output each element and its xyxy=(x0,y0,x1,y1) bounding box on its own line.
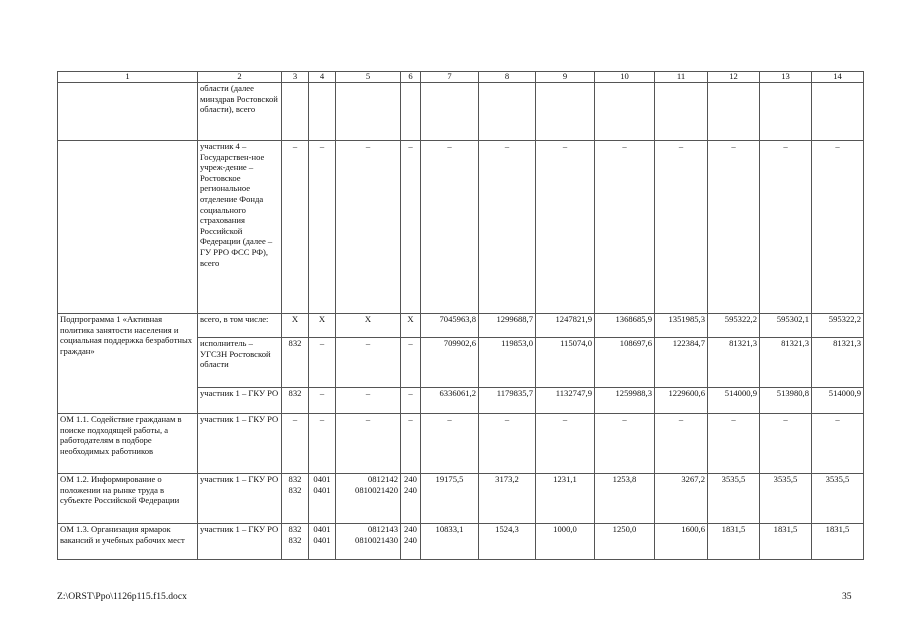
cell: 1247821,9 xyxy=(536,314,595,338)
cell xyxy=(58,141,198,314)
cell xyxy=(760,83,812,141)
table-row xyxy=(58,524,864,560)
cell: 595322,2 xyxy=(812,314,864,338)
cell: 3173,2 xyxy=(479,474,536,524)
col-header: 12 xyxy=(708,72,760,83)
cell: 832 832 xyxy=(282,524,309,560)
budget-table xyxy=(57,71,864,560)
cell: 1524,3 xyxy=(479,524,536,560)
cell: 1000,0 xyxy=(536,524,595,560)
cell: 1259988,3 xyxy=(595,388,655,414)
cell: 240 240 xyxy=(401,524,421,560)
cell: 108697,6 xyxy=(595,338,655,388)
cell: – xyxy=(595,141,655,314)
cell: – xyxy=(536,414,595,474)
col-header: 5 xyxy=(336,72,401,83)
cell: 81321,3 xyxy=(708,338,760,388)
cell: 514000,9 xyxy=(708,388,760,414)
cell: 3535,5 xyxy=(708,474,760,524)
cell: 0812143 0810021430 xyxy=(336,524,401,560)
cell: 0401 0401 xyxy=(309,474,336,524)
cell: – xyxy=(336,388,401,414)
cell: 1831,5 xyxy=(708,524,760,560)
cell: – xyxy=(401,338,421,388)
cell: 6336061,2 xyxy=(421,388,479,414)
cell: – xyxy=(760,141,812,314)
col-header: 3 xyxy=(282,72,309,83)
cell: 1253,8 xyxy=(595,474,655,524)
col-header: 11 xyxy=(655,72,708,83)
cell xyxy=(58,83,198,141)
cell: – xyxy=(282,141,309,314)
cell xyxy=(309,83,336,141)
cell: 514000,9 xyxy=(812,388,864,414)
cell: X xyxy=(282,314,309,338)
cell: Подпрограмма 1 «Активная политика занятости населения и социальная поддержка безработных граждан» xyxy=(58,314,198,414)
cell: – xyxy=(595,414,655,474)
col-header: 10 xyxy=(595,72,655,83)
cell xyxy=(336,83,401,141)
cell: 1831,5 xyxy=(812,524,864,560)
cell: 122384,7 xyxy=(655,338,708,388)
cell: 7045963,8 xyxy=(421,314,479,338)
cell: участник 1 – ГКУ РО xyxy=(198,388,282,414)
cell: 1179835,7 xyxy=(479,388,536,414)
header-row xyxy=(58,72,864,83)
cell: 1368685,9 xyxy=(595,314,655,338)
cell: 0812142 0810021420 xyxy=(336,474,401,524)
cell: 595322,2 xyxy=(708,314,760,338)
footer-file-path: Z:\ORST\Ppo\1126p115.f15.docx xyxy=(57,591,187,602)
cell: – xyxy=(708,414,760,474)
cell xyxy=(655,83,708,141)
cell: – xyxy=(401,388,421,414)
table-row xyxy=(58,414,864,474)
cell: 19175,5 xyxy=(421,474,479,524)
col-header: 8 xyxy=(479,72,536,83)
cell: 1250,0 xyxy=(595,524,655,560)
cell xyxy=(282,83,309,141)
cell: – xyxy=(282,414,309,474)
cell: 1600,6 xyxy=(655,524,708,560)
cell: 832 832 xyxy=(282,474,309,524)
cell: 240 240 xyxy=(401,474,421,524)
cell: – xyxy=(336,141,401,314)
cell: участник 4 – Государствен-ное учреж-дение – Ростовское региональное отделение Фонда социального страхования Российской Федерации (далее – ГУ РРО ФСС РФ), всего xyxy=(198,141,282,314)
cell: 3267,2 xyxy=(655,474,708,524)
cell: – xyxy=(536,141,595,314)
footer-page-number: 35 xyxy=(842,591,852,602)
cell: 119853,0 xyxy=(479,338,536,388)
table-row xyxy=(58,474,864,524)
cell: – xyxy=(760,414,812,474)
cell: 1351985,3 xyxy=(655,314,708,338)
cell xyxy=(401,83,421,141)
cell xyxy=(421,83,479,141)
cell: участник 1 – ГКУ РО xyxy=(198,474,282,524)
cell: 513980,8 xyxy=(760,388,812,414)
cell: – xyxy=(812,141,864,314)
cell: 595302,1 xyxy=(760,314,812,338)
cell: X xyxy=(309,314,336,338)
cell: – xyxy=(812,414,864,474)
cell: 1132747,9 xyxy=(536,388,595,414)
col-header: 1 xyxy=(58,72,198,83)
cell: 3535,5 xyxy=(812,474,864,524)
cell: участник 1 – ГКУ РО xyxy=(198,414,282,474)
cell: 3535,5 xyxy=(760,474,812,524)
cell: X xyxy=(336,314,401,338)
cell xyxy=(479,83,536,141)
cell: – xyxy=(655,414,708,474)
cell: ОМ 1.2. Информирование о положении на рынке труда в субъекте Российской Федерации xyxy=(58,474,198,524)
cell: – xyxy=(401,141,421,314)
cell: – xyxy=(309,388,336,414)
cell: 832 xyxy=(282,338,309,388)
cell: 0401 0401 xyxy=(309,524,336,560)
cell: ОМ 1.1. Содействие гражданам в поиске подходящей работы, а работодателям в подборе необходимых работников xyxy=(58,414,198,474)
cell: – xyxy=(421,141,479,314)
col-header: 6 xyxy=(401,72,421,83)
cell: – xyxy=(479,414,536,474)
cell: ОМ 1.3. Организация ярмарок вакансий и учебных рабочих мест xyxy=(58,524,198,560)
cell: – xyxy=(336,338,401,388)
col-header: 2 xyxy=(198,72,282,83)
cell: 81321,3 xyxy=(760,338,812,388)
cell: – xyxy=(309,141,336,314)
cell: 1299688,7 xyxy=(479,314,536,338)
cell: участник 1 – ГКУ РО xyxy=(198,524,282,560)
cell xyxy=(812,83,864,141)
table-row xyxy=(58,83,864,141)
cell: 1231,1 xyxy=(536,474,595,524)
cell: – xyxy=(336,414,401,474)
cell xyxy=(536,83,595,141)
cell: – xyxy=(309,338,336,388)
cell: 10833,1 xyxy=(421,524,479,560)
col-header: 14 xyxy=(812,72,864,83)
col-header: 13 xyxy=(760,72,812,83)
cell xyxy=(595,83,655,141)
cell: 1229600,6 xyxy=(655,388,708,414)
col-header: 7 xyxy=(421,72,479,83)
cell: 115074,0 xyxy=(536,338,595,388)
cell: 81321,3 xyxy=(812,338,864,388)
cell: X xyxy=(401,314,421,338)
cell: области (далее минздрав Ростовской области), всего xyxy=(198,83,282,141)
cell: – xyxy=(401,414,421,474)
cell: всего, в том числе: xyxy=(198,314,282,338)
cell: 709902,6 xyxy=(421,338,479,388)
cell: 1831,5 xyxy=(760,524,812,560)
cell: – xyxy=(421,414,479,474)
cell: исполнитель – УГСЗН Ростовской области xyxy=(198,338,282,388)
cell: – xyxy=(708,141,760,314)
cell: 832 xyxy=(282,388,309,414)
cell: – xyxy=(655,141,708,314)
cell: – xyxy=(479,141,536,314)
cell xyxy=(708,83,760,141)
cell: – xyxy=(309,414,336,474)
col-header: 4 xyxy=(309,72,336,83)
table-row xyxy=(58,141,864,314)
col-header: 9 xyxy=(536,72,595,83)
table-row xyxy=(58,314,864,338)
